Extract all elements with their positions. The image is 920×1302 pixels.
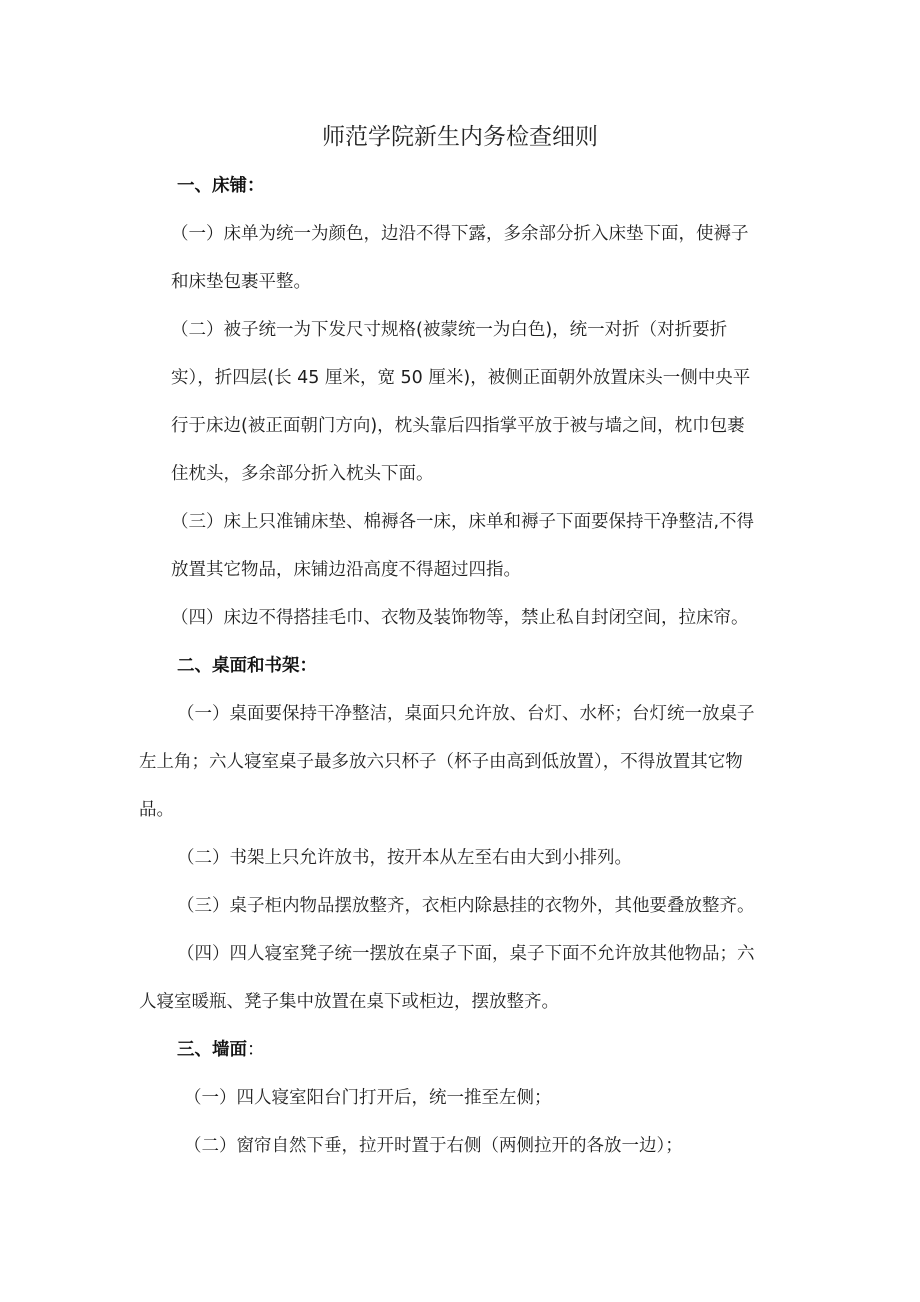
desk-item-1-line-1: （一）桌面要保持干净整洁，桌面只允许放、台灯、水杯；台灯统一放桌子 xyxy=(177,704,755,724)
bed-item-3-line-2: 放置其它物品，床铺边沿高度不得超过四指。 xyxy=(171,560,521,580)
bed-item-1-line-1: （一）床单为统一为颜色，边沿不得下露，多余部分折入床垫下面，使褥子 xyxy=(171,224,749,244)
wall-item-2-line-1: （二）窗帘自然下垂，拉开时置于右侧（两侧拉开的各放一边）； xyxy=(184,1136,683,1156)
wall-item-1-line-1: （一）四人寝室阳台门打开后，统一推至左侧； xyxy=(184,1088,552,1108)
desk-item-4-line-1: （四）四人寝室凳子统一摆放在桌子下面，桌子下面不允许放其他物品；六 xyxy=(177,944,755,964)
bed-item-3-line-1: （三）床上只准铺床垫、棉褥各一床，床单和褥子下面要保持干净整洁,不得 xyxy=(171,512,755,532)
bed-item-4-line-1: （四）床边不得搭挂毛巾、衣物及装饰物等，禁止私自封闭空间，拉床帘。 xyxy=(171,608,749,628)
document-title: 师范学院新生内务检查细则 xyxy=(322,124,598,150)
section-heading-wall xyxy=(177,1036,265,1064)
desk-item-3-line-1: （三）桌子柜内物品摆放整齐，衣柜内除悬挂的衣物外，其他要叠放整齐。 xyxy=(177,896,755,916)
bed-item-2-line-1: （二）被子统一为下发尺寸规格(被蒙统一为白色)，统一对折（对折要折 xyxy=(171,320,728,340)
bed-item-1-line-2: 和床垫包裹平整。 xyxy=(171,272,311,292)
bed-item-2-line-4: 住枕头，多余部分折入枕头下面。 xyxy=(171,464,434,484)
bed-item-2-line-2: 实），折四层(长 45 厘米，宽 50 厘米)，被侧正面朝外放置床头一侧中央平 xyxy=(171,368,751,388)
desk-item-1-line-3: 品。 xyxy=(139,800,174,820)
section-heading-wall-colon: ： xyxy=(247,1040,265,1060)
bed-item-2-line-3: 行于床边(被正面朝门方向)，枕头靠后四指掌平放于被与墙之间，枕巾包裹 xyxy=(171,416,745,436)
desk-item-4-line-2: 人寝室暖瓶、凳子集中放置在桌下或柜边，摆放整齐。 xyxy=(139,992,559,1012)
desk-item-1-line-2: 左上角；六人寝室桌子最多放六只杯子（杯子由高到低放置），不得放置其它物 xyxy=(139,752,743,772)
section-heading-bed: 一、床铺： xyxy=(177,176,265,196)
section-heading-wall-text: 三、墙面 xyxy=(177,1040,247,1060)
section-heading-desk: 二、桌面和书架： xyxy=(177,656,317,676)
desk-item-2-line-1: （二）书架上只允许放书，按开本从左至右由大到小排列。 xyxy=(177,848,632,868)
